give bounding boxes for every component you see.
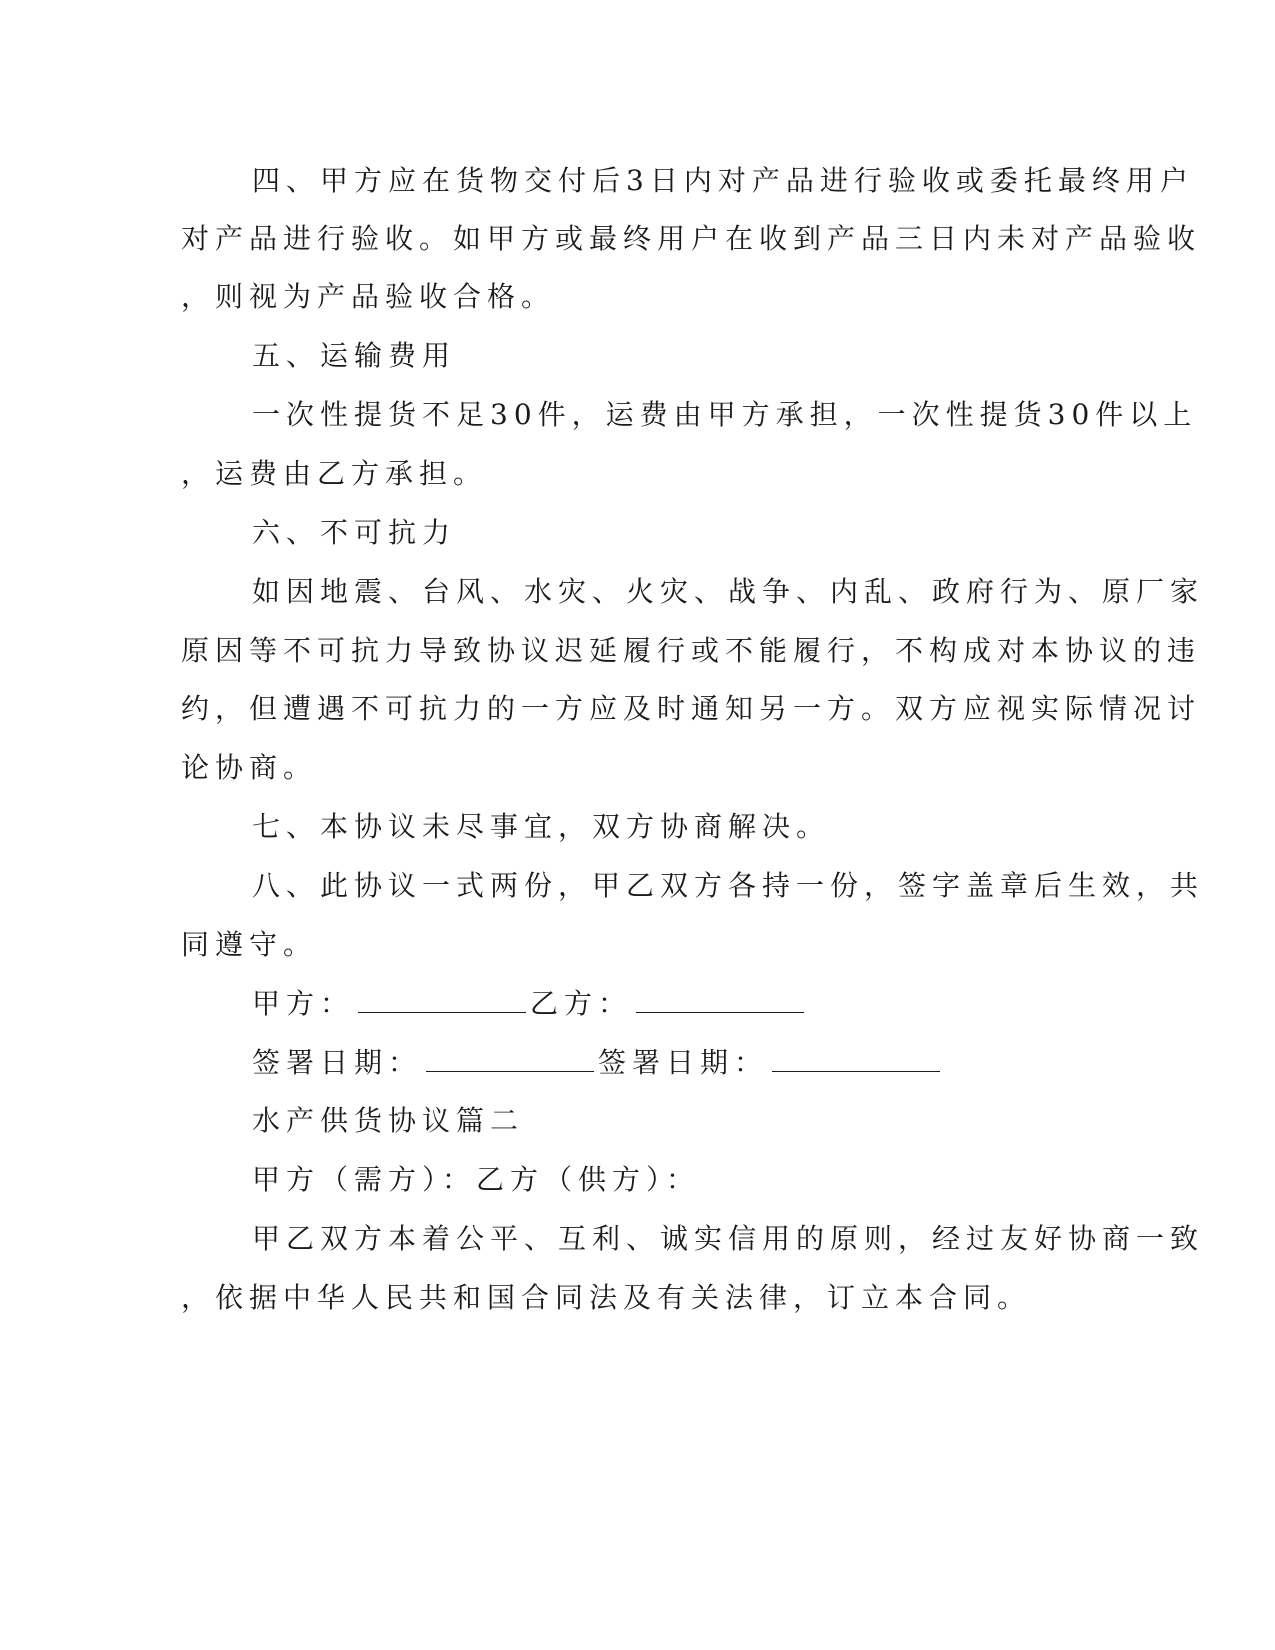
clause-6-line-2: 原因等不可抗力导致协议迟延履行或不能履行，不构成对本协议的违 (181, 634, 1202, 667)
signature-parties-row (252, 984, 808, 1024)
section-2-line-1: 甲乙双方本着公平、互利、诚实信用的原则，经过友好协商一致 (252, 1222, 1205, 1255)
clause-6-line-1: 如因地震、台风、水灾、火灾、战争、内乱、政府行为、原厂家 (252, 575, 1205, 608)
date-b-blank (772, 1043, 940, 1072)
clause-6-heading: 六、不可抗力 (252, 516, 457, 549)
clause-5-line-2: ，运费由乙方承担。 (181, 457, 488, 490)
party-b-blank (636, 984, 804, 1013)
section-2-parties: 甲方（需方）：乙方（供方）： (252, 1163, 701, 1196)
clause-4-line-2: 对产品进行验收。如甲方或最终用户在收到产品三日内未对产品验收 (181, 222, 1202, 255)
clause-6-line-4: 论协商。 (181, 751, 318, 784)
party-a-label: 甲方： (252, 987, 355, 1020)
clause-5-line-1: 一次性提货不足30件，运费由甲方承担，一次性提货30件以上 (252, 398, 1198, 431)
signature-date-row (252, 1043, 944, 1083)
clause-7-line-1: 七、本协议未尽事宜，双方协商解决。 (252, 810, 831, 843)
clause-4-line-3: ，则视为产品验收合格。 (181, 280, 556, 313)
date-b-label: 签署日期： (598, 1046, 769, 1079)
clause-5-heading: 五、运输费用 (252, 339, 457, 372)
party-b-label: 乙方： (530, 987, 633, 1020)
clause-8-line-2: 同遵守。 (181, 928, 318, 961)
section-2-line-2: ，依据中华人民共和国合同法及有关法律，订立本合同。 (181, 1281, 1032, 1314)
clause-6-line-3: 约，但遭遇不可抗力的一方应及时通知另一方。双方应视实际情况讨 (181, 692, 1202, 725)
date-a-blank (426, 1043, 594, 1072)
clause-4-line-1: 四、甲方应在货物交付后3日内对产品进行验收或委托最终用户 (252, 164, 1194, 197)
clause-8-line-1: 八、此协议一式两份，甲乙双方各持一份，签字盖章后生效，共 (252, 869, 1205, 902)
section-2-heading: 水产供货协议篇二 (252, 1104, 525, 1137)
party-a-blank (358, 984, 526, 1013)
date-a-label: 签署日期： (252, 1046, 423, 1079)
